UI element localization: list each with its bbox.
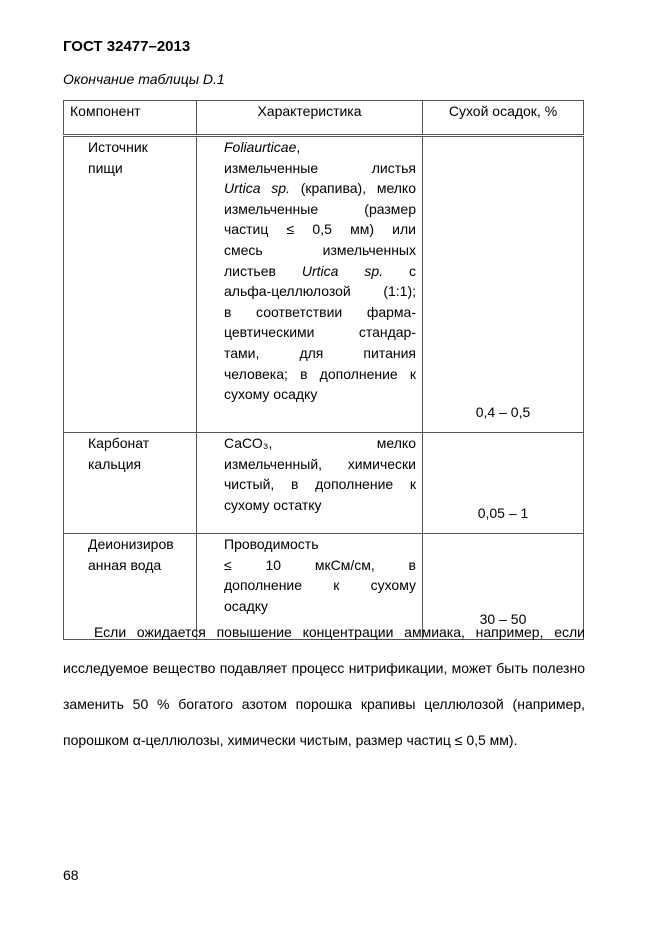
component-line: Карбонат xyxy=(88,435,150,451)
species-name: Urtica sp. xyxy=(224,180,290,197)
characteristic-line: измельченный, химически xyxy=(224,455,416,472)
characteristic-line: осадку xyxy=(224,597,269,614)
characteristic-line: частиц ≤ 0,5 мм) или xyxy=(224,221,416,238)
column-header-component: Компонент xyxy=(64,101,197,136)
characteristic-line: СаСО₃, мелко xyxy=(224,435,416,451)
component-cell xyxy=(64,136,197,433)
component-line: Источник xyxy=(88,139,148,155)
characteristic-line: цевтическими стандар- xyxy=(224,324,416,341)
component-line: Деионизиров xyxy=(88,536,174,552)
characteristic-line: сухому осадку xyxy=(224,386,318,403)
component-line: кальция xyxy=(88,455,142,472)
table-row xyxy=(64,433,584,534)
table-header-row xyxy=(64,101,584,136)
table-caption: Окончание таблицы D.1 xyxy=(63,71,225,87)
component-line: пищи xyxy=(88,159,123,176)
characteristic-cell xyxy=(197,433,423,534)
characteristic-line: альфа-целлюлозой (1:1); xyxy=(224,283,416,300)
characteristic-cell xyxy=(197,136,423,433)
component-line: анная вода xyxy=(88,556,162,573)
dry-residue-cell: 30 – 50 xyxy=(423,534,584,640)
species-name: Urtica sp. xyxy=(301,262,384,279)
component-cell xyxy=(64,433,197,534)
dry-residue-cell: 0,05 – 1 xyxy=(423,433,584,534)
characteristic-line: чистый, в дополнение к xyxy=(224,476,416,493)
characteristic-line: человека; в дополнение к xyxy=(224,365,416,382)
characteristic-line: Проводимость xyxy=(224,536,319,552)
species-name: Foliaurticae xyxy=(224,139,297,155)
dry-residue-cell: 0,4 – 0,5 xyxy=(423,136,584,433)
page-number: 68 xyxy=(63,867,79,883)
characteristic-line xyxy=(224,137,416,158)
body-paragraph-container xyxy=(63,614,585,758)
body-paragraph: Если ожидается повышение концентрации аммиака, например, если исследуемое вещество подавляет процесс нитрификации, может быть полезно заменить 50 % богатого азотом порошка крапивы целлюлозой (например, порошком α-целлюлозы, химически чистым, размер частиц ≤ 0,5 мм). xyxy=(63,624,585,748)
characteristic-line: смесь измельченных xyxy=(224,241,416,258)
characteristic-text: , xyxy=(296,139,301,155)
characteristic-line: дополнение к сухому xyxy=(224,577,416,594)
characteristic-line: в соответствии фарма- xyxy=(224,303,416,320)
characteristic-line: измельченные листья xyxy=(224,159,416,176)
characteristic-line: тами, для питания xyxy=(224,344,416,361)
characteristic-line: Urtica sp. (крапива), мелко xyxy=(224,180,416,197)
characteristic-line: ≤ 10 мкСм/см, в xyxy=(224,556,416,573)
components-table xyxy=(63,100,584,640)
characteristic-line: сухому остатку xyxy=(224,496,322,513)
characteristic-line: измельченные (размер xyxy=(224,200,416,217)
characteristic-line: листьев Urtica sp. с xyxy=(224,262,417,279)
column-header-dry-residue: Сухой осадок, % xyxy=(423,101,584,136)
column-header-characteristic: Характеристика xyxy=(197,101,423,136)
table-row xyxy=(64,136,584,433)
document-standard-header: ГОСТ 32477–2013 xyxy=(63,38,191,55)
